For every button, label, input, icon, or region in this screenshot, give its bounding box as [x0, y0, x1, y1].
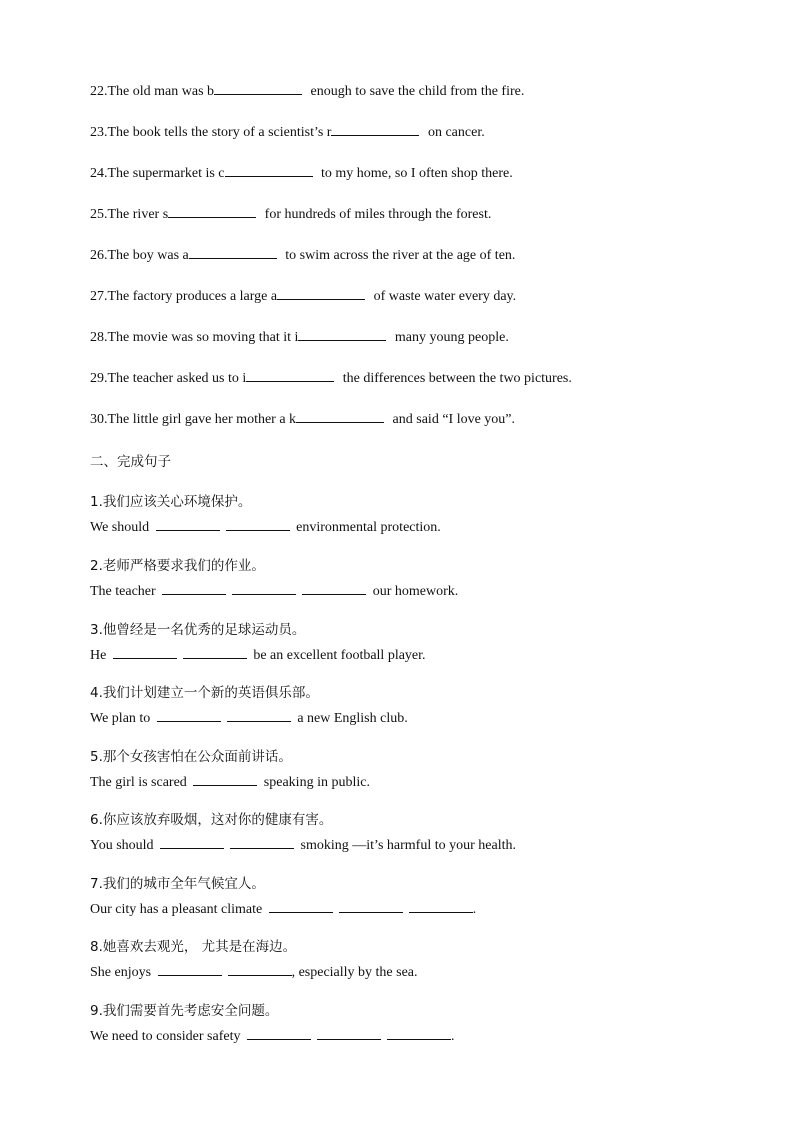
vocab-item [90, 80, 750, 102]
sentence-english [90, 898, 750, 920]
item-text-before: The boy was a [107, 248, 189, 263]
answer-blank[interactable] [227, 707, 291, 722]
sentence-chinese: 7.我们的城市全年气候宜人。 [90, 876, 265, 892]
sentence-chinese: 3.他曾经是一名优秀的足球运动员。 [90, 622, 306, 638]
sentence-english [90, 771, 750, 793]
item-number: 27. [90, 289, 108, 304]
answer-blank[interactable] [113, 644, 177, 659]
item-text-before: The teacher asked us to i [107, 371, 247, 386]
sentence-text: . [450, 1029, 455, 1044]
answer-blank[interactable] [168, 203, 256, 218]
answer-blank[interactable] [160, 834, 224, 849]
sentence-text: The teacher [90, 584, 160, 599]
sentence-text: environmental protection. [292, 520, 441, 535]
sentence-text: our homework. [369, 584, 459, 599]
item-number: 24. [90, 166, 108, 181]
sentence-english [90, 580, 750, 602]
sentence-text: a new English club. [293, 711, 408, 726]
item-text-after: on cancer. [424, 125, 485, 140]
sentence-chinese: 4.我们计划建立一个新的英语俱乐部。 [90, 685, 319, 701]
sentence-chinese: 2.老师严格要求我们的作业。 [90, 558, 265, 574]
sentence-english [90, 707, 750, 729]
answer-blank[interactable] [269, 898, 333, 913]
sentence-english [90, 1025, 750, 1047]
sentence-english [90, 961, 750, 983]
answer-blank[interactable] [331, 121, 419, 136]
sentence-text: We should [90, 520, 153, 535]
vocab-item [90, 285, 750, 307]
vocab-item [90, 121, 750, 143]
item-number: 25. [90, 207, 108, 222]
sentence-text: He [90, 648, 110, 663]
item-text-after: of waste water every day. [370, 289, 517, 304]
sentence-chinese: 8.她喜欢去观光， 尤其是在海边。 [90, 939, 297, 955]
item-number: 29. [90, 371, 108, 386]
answer-blank[interactable] [339, 898, 403, 913]
item-text-after: the differences between the two pictures. [339, 371, 572, 386]
item-text-before: The river s [107, 207, 169, 222]
vocab-item [90, 162, 750, 184]
vocab-item [90, 367, 750, 389]
item-text-before: The old man was b [107, 84, 215, 99]
item-text-after: for hundreds of miles through the forest. [261, 207, 492, 222]
sentence-text: She enjoys [90, 965, 155, 980]
item-text-before: The little girl gave her mother a k [107, 412, 297, 427]
vocab-item [90, 203, 750, 225]
sentence-text: We plan to [90, 711, 154, 726]
item-text-after: enough to save the child from the fire. [307, 84, 525, 99]
sentence-chinese: 6.你应该放弃吸烟，这对你的健康有害。 [90, 812, 333, 828]
sentence-english [90, 516, 750, 538]
item-number: 30. [90, 412, 108, 427]
sentence-text: The girl is scared [90, 775, 191, 790]
answer-blank[interactable] [317, 1025, 381, 1040]
answer-blank[interactable] [158, 961, 222, 976]
answer-blank[interactable] [296, 408, 384, 423]
answer-blank[interactable] [228, 961, 292, 976]
answer-blank[interactable] [230, 834, 294, 849]
vocab-item [90, 408, 750, 430]
answer-blank[interactable] [162, 580, 226, 595]
item-number: 26. [90, 248, 108, 263]
item-text-after: many young people. [391, 330, 509, 345]
sentence-text: We need to consider safety [90, 1029, 244, 1044]
answer-blank[interactable] [214, 80, 302, 95]
sentence-english [90, 644, 750, 666]
sentence-text: Our city has a pleasant climate [90, 902, 266, 917]
answer-blank[interactable] [246, 367, 334, 382]
answer-blank[interactable] [225, 162, 313, 177]
sentence-chinese: 5.那个女孩害怕在公众面前讲话。 [90, 749, 292, 765]
item-number: 28. [90, 330, 108, 345]
sentence-text: You should [90, 838, 158, 853]
item-number: 23. [90, 125, 108, 140]
sentence-chinese: 9.我们需要首先考虑安全问题。 [90, 1003, 279, 1019]
sentence-chinese: 1.我们应该关心环境保护。 [90, 494, 252, 510]
answer-blank[interactable] [193, 771, 257, 786]
sentence-text: . [472, 902, 477, 917]
item-text-before: The factory produces a large a [107, 289, 278, 304]
vocab-item [90, 244, 750, 266]
answer-blank[interactable] [189, 244, 277, 259]
item-text-before: The movie was so moving that it i [107, 330, 299, 345]
answer-blank[interactable] [183, 644, 247, 659]
vocab-item [90, 326, 750, 348]
item-number: 22. [90, 84, 108, 99]
sentence-text: speaking in public. [260, 775, 370, 790]
item-text-after: to my home, so I often shop there. [317, 166, 513, 181]
answer-blank[interactable] [226, 516, 290, 531]
answer-blank[interactable] [387, 1025, 451, 1040]
item-text-after: to swim across the river at the age of ten. [281, 248, 516, 263]
answer-blank[interactable] [247, 1025, 311, 1040]
section-title: 二、完成句子 [90, 454, 171, 470]
answer-blank[interactable] [302, 580, 366, 595]
answer-blank[interactable] [232, 580, 296, 595]
item-text-before: The book tells the story of a scientist’s r [107, 125, 332, 140]
sentence-text: be an excellent football player. [249, 648, 426, 663]
item-text-after: and said “I love you”. [389, 412, 516, 427]
answer-blank[interactable] [277, 285, 365, 300]
sentence-english [90, 834, 750, 856]
answer-blank[interactable] [156, 516, 220, 531]
item-text-before: The supermarket is c [107, 166, 225, 181]
answer-blank[interactable] [409, 898, 473, 913]
sentence-text: , especially by the sea. [291, 965, 418, 980]
sentence-text: smoking —it’s harmful to your health. [297, 838, 516, 853]
answer-blank[interactable] [157, 707, 221, 722]
answer-blank[interactable] [298, 326, 386, 341]
